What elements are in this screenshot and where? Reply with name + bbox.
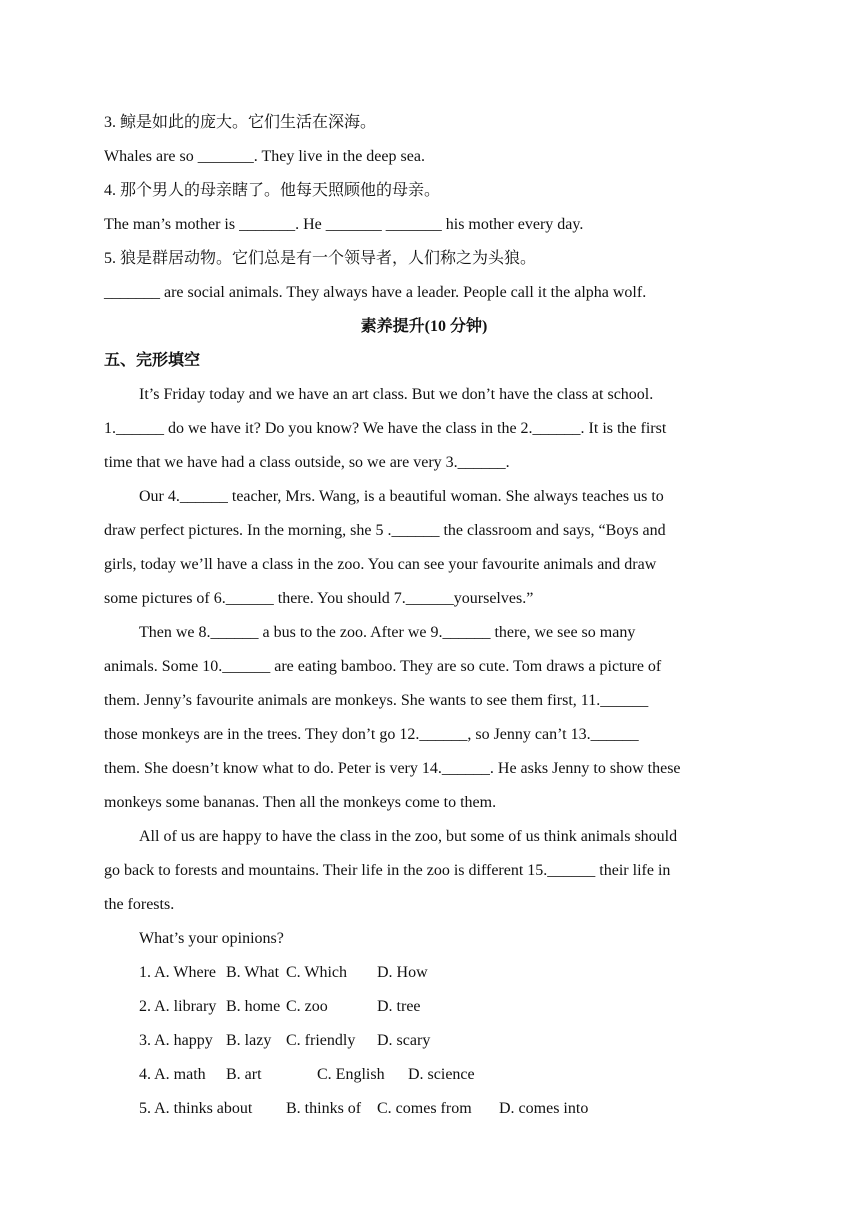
options-row-5 (104, 1092, 744, 1126)
option-b: B. What (226, 964, 280, 981)
option-c: C. Which (286, 964, 348, 981)
option-d: D. tree (377, 998, 421, 1015)
item-5-chinese: 5. 狼是群居动物。它们总是有一个领导者，人们称之为头狼。 (104, 250, 537, 267)
passage-line: them. Jenny’s favourite animals are monkeys. She wants to see them first, 11.______ (104, 692, 649, 709)
option-c: C. zoo (286, 998, 328, 1015)
passage-line: those monkeys are in the trees. They don’t go 12.______, so Jenny can’t 13.______ (104, 726, 639, 743)
passage-line: draw perfect pictures. In the morning, she 5 .______ the classroom and says, “Boys and (104, 522, 666, 539)
option-b: B. art (226, 1066, 262, 1083)
passage-line: girls, today we’ll have a class in the zoo. You can see your favourite animals and draw (104, 556, 657, 573)
item-4-chinese: 4. 那个男人的母亲瞎了。他每天照顾他的母亲。 (104, 182, 441, 199)
passage-line: them. She doesn’t know what to do. Peter is very 14.______. He asks Jenny to show these (104, 760, 681, 777)
option-d: D. scary (377, 1032, 431, 1049)
option-c: C. English (317, 1066, 385, 1083)
passage-line: All of us are happy to have the class in the zoo, but some of us think animals should (139, 828, 678, 845)
option-d: D. comes into (499, 1100, 589, 1117)
option-b: B. home (226, 998, 281, 1015)
options-row-4 (104, 1058, 744, 1092)
option-a: 5. A. thinks about (139, 1100, 253, 1117)
option-b: B. lazy (226, 1032, 272, 1049)
passage-line: go back to forests and mountains. Their life in the zoo is different 15.______ their life in (104, 862, 671, 879)
options-row-3 (104, 1024, 744, 1058)
passage-line: the forests. (104, 896, 175, 913)
document-page (104, 106, 744, 1126)
item-3-english: Whales are so _______. They live in the deep sea. (104, 148, 425, 165)
section-title: 素养提升(10 分钟) (360, 318, 488, 335)
option-a: 3. A. happy (139, 1032, 213, 1049)
passage-line: Our 4.______ teacher, Mrs. Wang, is a beautiful woman. She always teaches us to (139, 488, 664, 505)
item-5-english: _______ are social animals. They always have a leader. People call it the alpha wolf. (104, 284, 647, 301)
options-row-2 (104, 990, 744, 1024)
option-a: 4. A. math (139, 1066, 206, 1083)
passage-line: It’s Friday today and we have an art class. But we don’t have the class at school. (139, 386, 654, 403)
item-3-chinese: 3. 鲸是如此的庞大。它们生活在深海。 (104, 114, 377, 131)
option-c: C. comes from (377, 1100, 472, 1117)
option-a: 1. A. Where (139, 964, 217, 981)
passage-line: Then we 8.______ a bus to the zoo. After we 9.______ there, we see so many (139, 624, 636, 641)
passage-line: time that we have had a class outside, so we are very 3.______. (104, 454, 510, 471)
option-c: C. friendly (286, 1032, 356, 1049)
passage-line: monkeys some bananas. Then all the monkeys come to them. (104, 794, 497, 811)
passage-line: 1.______ do we have it? Do you know? We have the class in the 2.______. It is the first (104, 420, 667, 437)
option-d: D. science (408, 1066, 475, 1083)
passage-line: animals. Some 10.______ are eating bamboo. They are so cute. Tom draws a picture of (104, 658, 662, 675)
part-heading: 五、完形填空 (104, 352, 201, 369)
option-d: D. How (377, 964, 428, 981)
option-b: B. thinks of (286, 1100, 362, 1117)
options-row-1 (104, 956, 744, 990)
item-4-english: The man’s mother is _______. He _______ _______ his mother every day. (104, 216, 584, 233)
opinion-question: What’s your opinions? (139, 930, 284, 947)
option-a: 2. A. library (139, 998, 217, 1015)
passage-line: some pictures of 6.______ there. You should 7.______yourselves.” (104, 590, 534, 607)
